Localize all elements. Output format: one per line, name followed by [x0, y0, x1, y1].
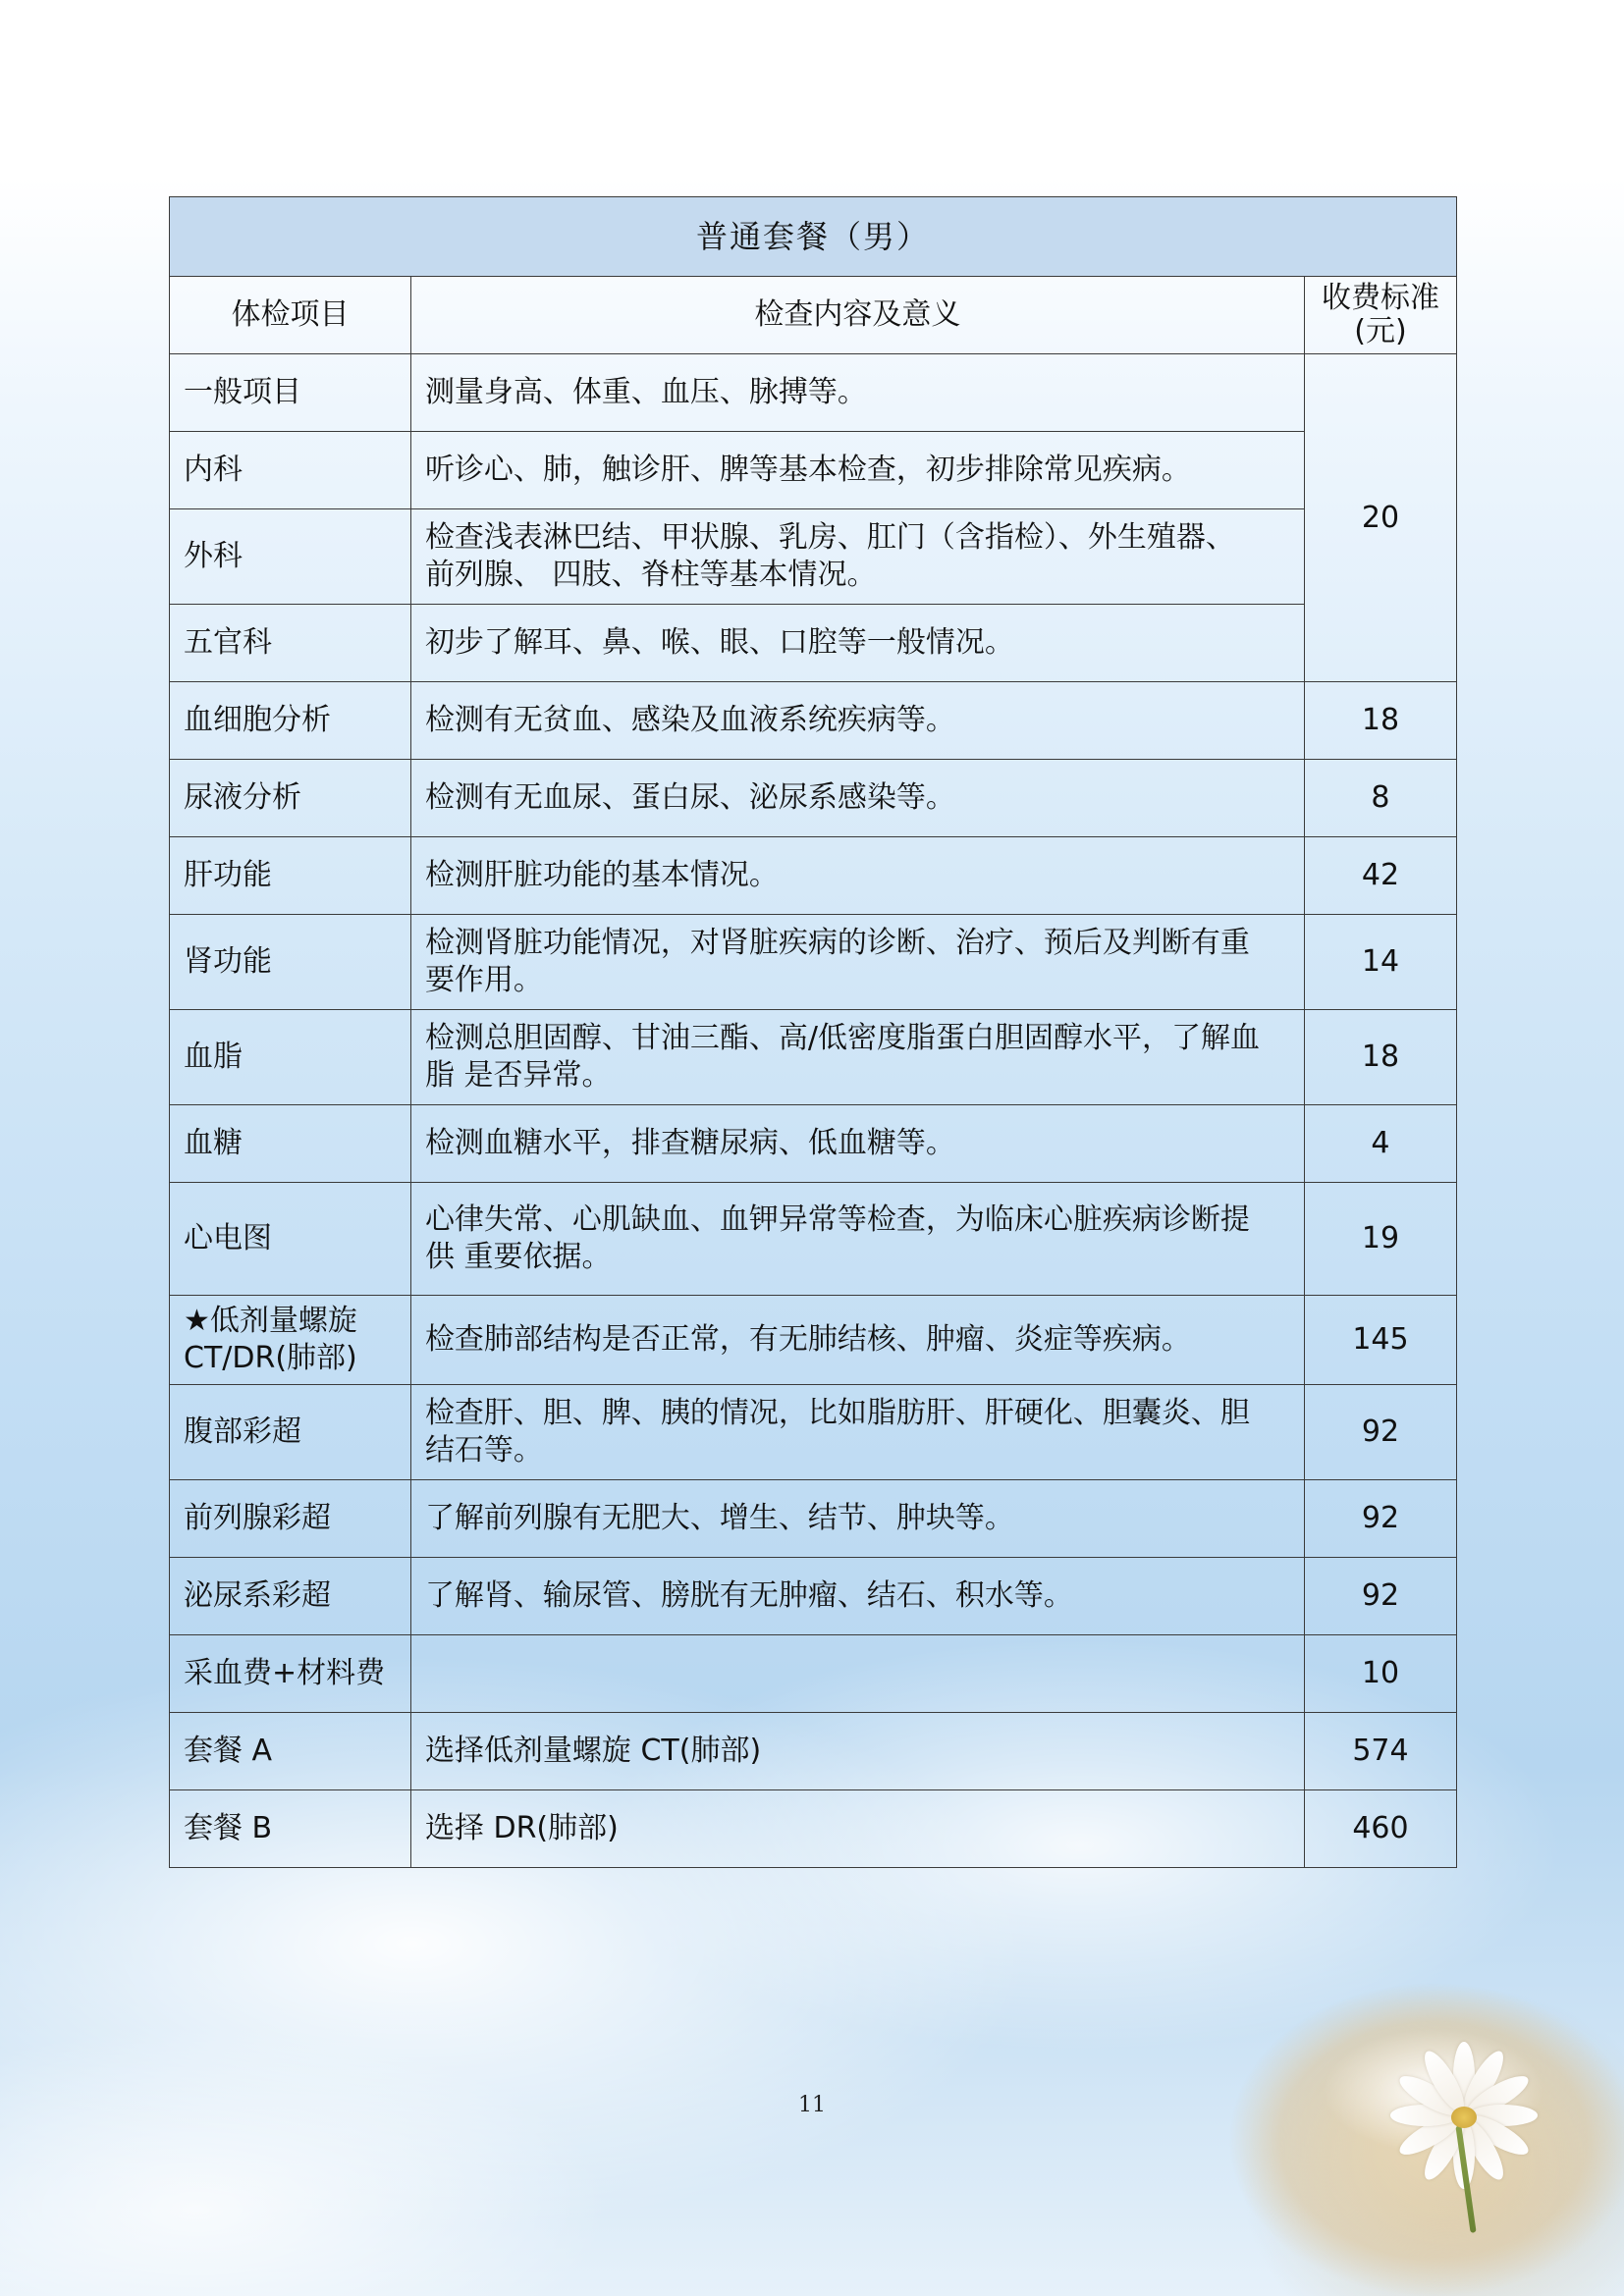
row-item: 血脂 [170, 1010, 411, 1105]
row-description-line1: 心律失常、心肌缺血、血钾异常等检查，为临床心脏疾病诊断提 [424, 1202, 1250, 1237]
row-description: 了解前列腺有无肥大、增生、结节、肿块等。 [410, 1480, 1304, 1558]
row-fee: 19 [1304, 1183, 1456, 1296]
row-item [170, 1296, 411, 1385]
row-fee-general: 20 [1304, 354, 1456, 682]
table-row [170, 509, 1457, 605]
header-description: 检查内容及意义 [410, 277, 1304, 354]
row-description: 检测有无血尿、蛋白尿、泌尿系感染等。 [410, 760, 1304, 837]
row-description [410, 1183, 1304, 1296]
header-fee-line2: (元) [1354, 314, 1407, 348]
table-title: 普通套餐（男） [170, 197, 1457, 277]
row-item: 套餐 A [170, 1713, 411, 1790]
table-row [170, 1296, 1457, 1385]
row-item: 血糖 [170, 1105, 411, 1183]
row-item: 泌尿系彩超 [170, 1558, 411, 1635]
row-item: 前列腺彩超 [170, 1480, 411, 1558]
page-number: 11 [798, 2093, 826, 2117]
header-item: 体检项目 [170, 277, 411, 354]
row-description: 检测有无贫血、感染及血液系统疾病等。 [410, 682, 1304, 760]
row-description [410, 915, 1304, 1010]
row-item: 一般项目 [170, 354, 411, 432]
row-fee: 42 [1304, 837, 1456, 915]
row-description-line2: 结石等。 [424, 1433, 543, 1468]
row-fee: 574 [1304, 1713, 1456, 1790]
row-fee: 92 [1304, 1385, 1456, 1480]
row-description: 检查肺部结构是否正常，有无肺结核、肿瘤、炎症等疾病。 [410, 1296, 1304, 1385]
table-header-row [170, 277, 1457, 354]
table-row [170, 1558, 1457, 1635]
table-row [170, 1010, 1457, 1105]
table-row [170, 1480, 1457, 1558]
row-item-line2: CT/DR(肺部) [184, 1341, 357, 1375]
table-row [170, 915, 1457, 1010]
row-description-line1: 检查浅表淋巴结、甲状腺、乳房、肛门（含指检）、外生殖器、 [424, 520, 1235, 555]
table-row [170, 432, 1457, 509]
table-row [170, 605, 1457, 682]
row-description: 听诊心、肺，触诊肝、脾等基本检查，初步排除常见疾病。 [410, 432, 1304, 509]
row-description-line1: 检查肝、胆、脾、胰的情况，比如脂肪肝、肝硬化、胆囊炎、胆 [424, 1396, 1250, 1430]
row-item: 尿液分析 [170, 760, 411, 837]
row-description-line2: 要作用。 [424, 963, 543, 997]
row-item: 血细胞分析 [170, 682, 411, 760]
row-description: 测量身高、体重、血压、脉搏等。 [410, 354, 1304, 432]
row-fee: 4 [1304, 1105, 1456, 1183]
table-row [170, 1713, 1457, 1790]
row-item: 采血费+材料费 [170, 1635, 411, 1713]
table-row [170, 682, 1457, 760]
row-description [410, 1635, 1304, 1713]
row-description-line1: 检测肾脏功能情况，对肾脏疾病的诊断、治疗、预后及判断有重 [424, 926, 1250, 960]
row-item: 腹部彩超 [170, 1385, 411, 1480]
table-row [170, 1790, 1457, 1868]
row-item: 五官科 [170, 605, 411, 682]
table-row [170, 354, 1457, 432]
row-fee: 92 [1304, 1480, 1456, 1558]
table-row [170, 1635, 1457, 1713]
package-table [169, 196, 1457, 1868]
row-description: 检测肝脏功能的基本情况。 [410, 837, 1304, 915]
row-fee: 18 [1304, 1010, 1456, 1105]
row-item: 肾功能 [170, 915, 411, 1010]
row-item: 心电图 [170, 1183, 411, 1296]
table-row [170, 760, 1457, 837]
row-description-line2: 脂 是否异常。 [424, 1058, 612, 1093]
table-title-row [170, 197, 1457, 277]
row-fee: 8 [1304, 760, 1456, 837]
row-fee: 10 [1304, 1635, 1456, 1713]
row-item: 外科 [170, 509, 411, 605]
row-fee: 18 [1304, 682, 1456, 760]
row-description-line1: 检测总胆固醇、甘油三酯、高/低密度脂蛋白胆固醇水平，了解血 [424, 1021, 1261, 1055]
row-description: 检测血糖水平，排查糖尿病、低血糖等。 [410, 1105, 1304, 1183]
row-item: 套餐 B [170, 1790, 411, 1868]
table-row [170, 837, 1457, 915]
row-description [410, 509, 1304, 605]
row-description [410, 1010, 1304, 1105]
table-row [170, 1105, 1457, 1183]
row-item: 肝功能 [170, 837, 411, 915]
row-description-line2: 前列腺、 四肢、脊柱等基本情况。 [424, 558, 877, 592]
row-item-line1: ★低剂量螺旋 [184, 1304, 357, 1338]
row-description: 选择低剂量螺旋 CT(肺部) [410, 1713, 1304, 1790]
header-fee-line1: 收费标准 [1321, 281, 1439, 315]
table-row [170, 1183, 1457, 1296]
header-fee [1304, 277, 1456, 354]
row-fee: 145 [1304, 1296, 1456, 1385]
row-description-line2: 供 重要依据。 [424, 1240, 612, 1274]
row-fee: 460 [1304, 1790, 1456, 1868]
table-row [170, 1385, 1457, 1480]
row-description: 初步了解耳、鼻、喉、眼、口腔等一般情况。 [410, 605, 1304, 682]
row-fee: 92 [1304, 1558, 1456, 1635]
row-item: 内科 [170, 432, 411, 509]
row-fee: 14 [1304, 915, 1456, 1010]
row-description [410, 1385, 1304, 1480]
row-description: 选择 DR(肺部) [410, 1790, 1304, 1868]
row-description: 了解肾、输尿管、膀胱有无肿瘤、结石、积水等。 [410, 1558, 1304, 1635]
